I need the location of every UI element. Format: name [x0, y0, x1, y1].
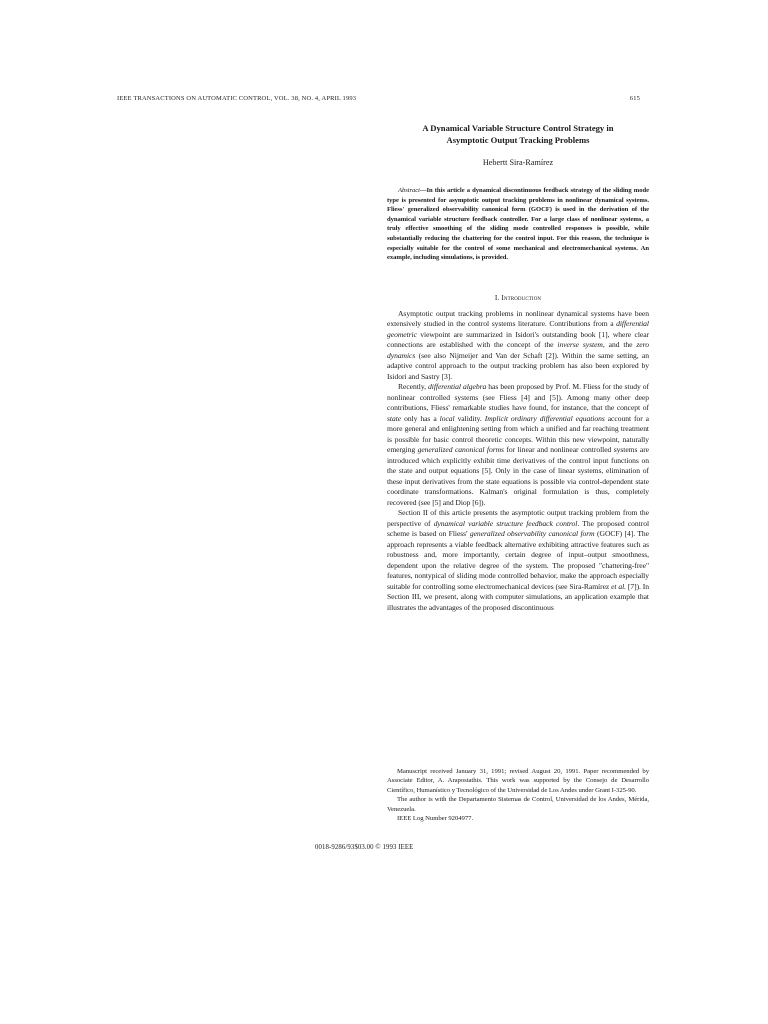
- text-run: for linear and nonlinear controlled systems are introduced which explicitly exhibit time derivatives of the control input functions on the state and output equations [5]. Only in the case of linear systems, elimination of these input derivatives from the state equations is possible via control-dependent state coordinate transformations. Kalman's original formulation is thus, completely recovered (see [5] and Diop [6]).: [387, 445, 649, 507]
- copyright-line: 0018-9286/93$03.00 © 1993 IEEE: [315, 844, 414, 851]
- text-run-italic: generalized observability canonical form: [469, 529, 595, 539]
- text-run-italic: inverse system: [557, 340, 603, 350]
- author-name: Hebertt Sira-Ramírez: [482, 158, 554, 167]
- text-run-italic: zero dynamics: [387, 340, 650, 360]
- title-line-2: Asymptotic Output Tracking Problems: [446, 134, 590, 145]
- page-number: 615: [629, 95, 640, 102]
- text-run: has been proposed by Prof. M. Fliess for the study of nonlinear controlled systems (see Fliess [4] and [5]). Among many other deep contributions, Fliess' remarkable studies have found, for instance, that the concept of: [387, 382, 649, 413]
- title-line-1: A Dynamical Variable Structure Control Strategy in: [422, 123, 614, 133]
- journal-citation: IEEE TRANSACTIONS ON AUTOMATIC CONTROL, VOL. 38, NO. 4, APRIL 1993: [117, 95, 357, 102]
- text-run: [7]). In Section III, we present, along with computer simulations, an application example that illustrates the advantages of the proposed discontinuous: [387, 581, 649, 612]
- text-run: Section II of this article presents the asymptotic output tracking problem from the perspective of: [387, 508, 649, 528]
- section-heading: [387, 293, 649, 302]
- body-text: [387, 309, 649, 613]
- text-run: (see also Nijmeijer and Van der Schaft [2]). Within the same setting, an adaptive control approach to the output tracking problem has also been explored by Isidori and Sastry [3].: [387, 350, 649, 381]
- text-run-italic: differential geometric: [387, 319, 649, 339]
- abstract: [387, 186, 649, 263]
- paragraph-1: [387, 309, 649, 382]
- footnote: [387, 767, 649, 823]
- paragraph-2: [387, 382, 649, 508]
- text-run-italic: et al.: [611, 581, 627, 591]
- paper-title: [387, 123, 649, 146]
- footnote-received: Manuscript received January 31, 1991; revised August 20, 1991. Paper recommended by Associate Editor, A. Arapostathis. This work was supported by the Consejo de Desarrollo Científico, Humanístico y Tecnológico of the Universidad de Los Andes under Grant I-325-90.: [387, 768, 649, 794]
- text-run: Recently,: [398, 382, 429, 392]
- text-run: , and the: [602, 340, 637, 350]
- text-run-italic: generalized canonical forms: [417, 445, 504, 455]
- text-run: (GOCF) [4]. The approach represents a viable feedback alternative exhibiting attractive features such as robustness and, more importantly, certain degree of input–output smoothness, dependent upon the relative degree of the system. The proposed "chattering-free" features, nontypical of sliding mode controlled behavior, make the approach especially suitable for controlling some electromechanical devices (see Sira-Ramírez: [387, 529, 649, 591]
- text-run-italic: local: [439, 413, 455, 423]
- text-run: validity.: [454, 413, 485, 423]
- text-run: only has a: [401, 413, 440, 423]
- paragraph-3: [387, 508, 649, 613]
- text-run: Asymptotic output tracking problems in nonlinear dynamical systems have been extensively studied in the control systems literature. Contributions from a: [387, 309, 649, 329]
- text-run-italic: differential algebra: [428, 382, 487, 392]
- text-run: . The proposed control scheme is based on Fliess': [387, 518, 650, 539]
- text-run: account for a more general and enlightening setting from which a unified and far reaching treatment is possible for basic control theoretic concepts. Within this new viewpoint, naturally emerging: [387, 413, 649, 455]
- section-number: I.: [494, 293, 500, 302]
- text-run: viewpoint are summarized in Isidori's outstanding book [1], where clear connections are established with the concept of the: [387, 329, 649, 350]
- text-run-italic: Implicit ordinary differential equations: [484, 413, 605, 423]
- footnote-affiliation: The author is with the Departamento Sistemas de Control, Universidad de los Andes, Mérida, Venezuela.: [387, 796, 649, 813]
- text-run-italic: dynamical variable structure feedback control: [433, 518, 578, 528]
- text-run-italic: state: [387, 413, 402, 423]
- footnote-log-number: IEEE Log Number 9204977.: [397, 815, 474, 823]
- section-title: Introduction: [501, 293, 542, 302]
- abstract-text: —In this article a dynamical discontinuous feedback strategy of the sliding mode type is presented for asymptotic output tracking problems in nonlinear dynamical systems. Fliess' generalized observability canonical form (GOCF) is used in the derivation of the dynamical variable structure feedback controller. For a large class of nonlinear systems, a truly effective smoothing of the sliding mode controlled responses is possible, while substantially reducing the chattering for the control input. For this reason, the technique is especially suitable for the control of some mechanical and electromechanical systems. An example, including simulations, is provided.: [387, 187, 649, 262]
- abstract-lead: Abstract: [398, 187, 420, 194]
